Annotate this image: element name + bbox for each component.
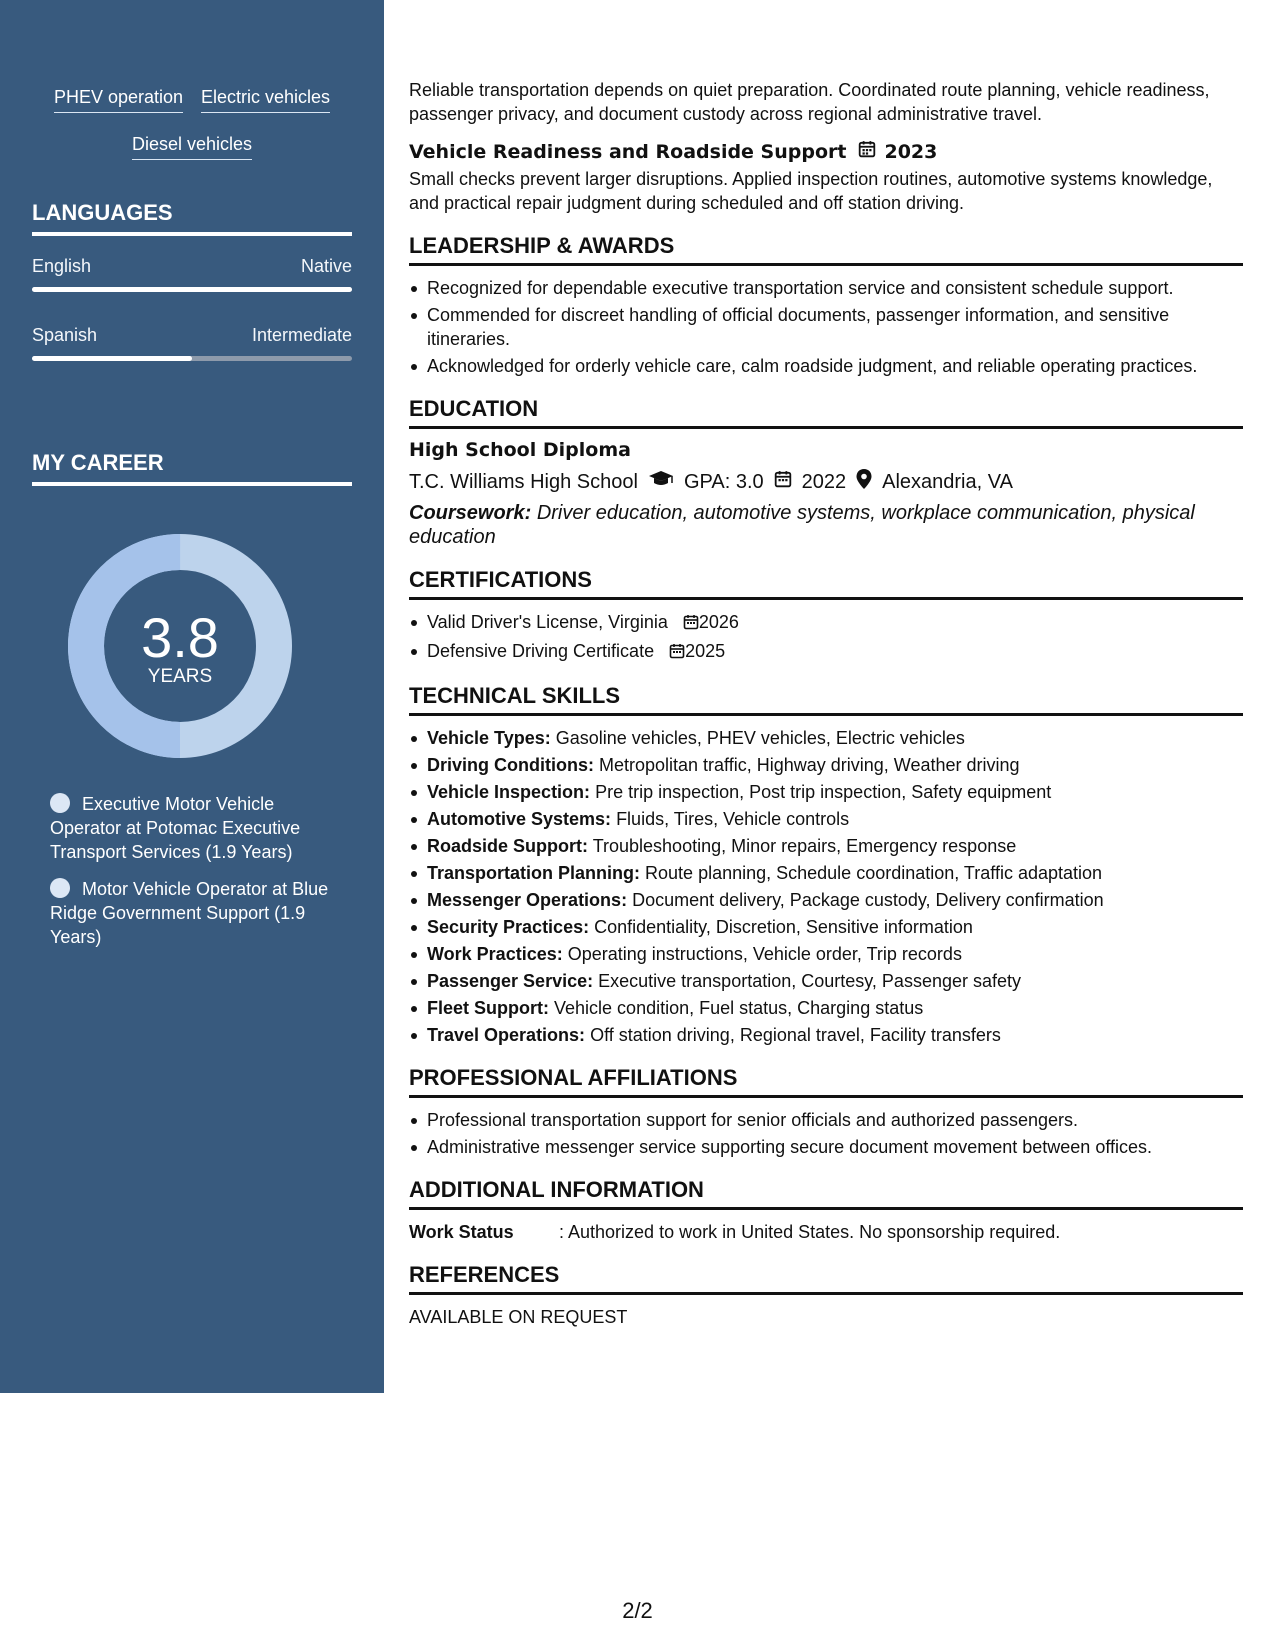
legend-dot-icon	[50, 793, 70, 813]
list-item	[409, 861, 1243, 885]
skill-chips	[32, 86, 352, 180]
skill-values: Pre trip inspection, Post trip inspection, Safety equipment	[595, 782, 1052, 802]
calendar-icon	[669, 641, 685, 665]
list-item	[409, 942, 1243, 966]
list-item	[409, 807, 1243, 831]
skill-category: Vehicle Types:	[427, 728, 551, 748]
list-item: Professional transportation support for senior officials and authorized passengers.	[409, 1108, 1243, 1132]
project-title-line	[409, 140, 1243, 163]
education-school: T.C. Williams High School	[409, 470, 638, 493]
list-item: Acknowledged for orderly vehicle care, calm roadside judgment, and reliable operating practices.	[409, 354, 1243, 378]
certification-year: 2026	[698, 612, 739, 632]
skill-category: Security Practices:	[427, 917, 590, 937]
references-text: AVAILABLE ON REQUEST	[409, 1307, 628, 1327]
career-heading: MY CAREER	[32, 450, 352, 486]
list-item: Commended for discreet handling of official documents, passenger information, and sensitive itineraries.	[409, 303, 1243, 351]
education-location: Alexandria, VA	[882, 470, 1013, 493]
skill-category: Roadside Support:	[427, 836, 588, 856]
skill-chip: Diesel vehicles	[132, 133, 252, 160]
leadership-list	[409, 276, 1243, 378]
language-level: Native	[300, 256, 352, 276]
language-proficiency-bar	[32, 287, 352, 292]
skill-values: Gasoline vehicles, PHEV vehicles, Electric vehicles	[555, 728, 965, 748]
career-item	[50, 792, 330, 864]
skill-values: Metropolitan traffic, Highway driving, Weather driving	[599, 755, 1020, 775]
calendar-icon	[683, 612, 699, 636]
language-level: Intermediate	[251, 325, 352, 345]
leadership-heading: LEADERSHIP & AWARDS	[409, 233, 1243, 266]
skill-chip: Electric vehicles	[201, 86, 330, 113]
list-item	[409, 780, 1243, 804]
list-item	[409, 834, 1243, 858]
list-item	[409, 610, 1243, 636]
intro-paragraph: Reliable transportation depends on quiet preparation. Coordinated route planning, vehicle readiness, passenger privacy, and document custody across regional administrative travel.	[409, 80, 1210, 124]
skill-values: Executive transportation, Courtesy, Passenger safety	[598, 971, 1022, 991]
career-list	[50, 792, 330, 962]
education-year: 2022	[801, 470, 847, 493]
skill-values: Fluids, Tires, Vehicle controls	[616, 809, 850, 829]
skill-category: Travel Operations:	[427, 1025, 586, 1045]
technical-skills-list	[409, 726, 1243, 1047]
skill-category: Driving Conditions:	[427, 755, 594, 775]
certification-year: 2025	[685, 641, 726, 661]
language-proficiency-bar	[32, 356, 352, 361]
list-item: Administrative messenger service supporting secure document movement between offices.	[409, 1135, 1243, 1159]
skill-chip: PHEV operation	[54, 86, 183, 113]
career-item-text: Motor Vehicle Operator at Blue Ridge Government Support (1.9 Years)	[50, 879, 329, 947]
education-gpa: GPA: 3.0	[683, 470, 764, 493]
list-item: Recognized for dependable executive transportation service and consistent schedule support.	[409, 276, 1243, 300]
project-year: 2023	[884, 140, 938, 163]
education-degree: High School Diploma	[409, 439, 631, 461]
skill-category: Messenger Operations:	[427, 890, 628, 910]
skill-values: Off station driving, Regional travel, Facility transfers	[590, 1025, 1001, 1045]
skill-values: Document delivery, Package custody, Delivery confirmation	[632, 890, 1104, 910]
skill-values: Confidentiality, Discretion, Sensitive information	[594, 917, 973, 937]
languages-heading: LANGUAGES	[32, 200, 352, 236]
list-item	[409, 1023, 1243, 1047]
skill-category: Vehicle Inspection:	[427, 782, 591, 802]
calendar-icon	[774, 470, 792, 494]
language-proficiency-fill	[32, 287, 352, 292]
sidebar	[0, 0, 384, 1393]
main-content	[409, 78, 1243, 1329]
work-status-label: Work Status	[409, 1222, 514, 1242]
work-status-value: : Authorized to work in United States. No sponsorship required.	[559, 1222, 1061, 1242]
list-item	[409, 888, 1243, 912]
skill-category: Fleet Support:	[427, 998, 549, 1018]
list-item	[409, 753, 1243, 777]
language-proficiency-fill	[32, 356, 192, 361]
list-item	[409, 969, 1243, 993]
affiliations-heading: PROFESSIONAL AFFILIATIONS	[409, 1065, 1243, 1098]
skill-values: Vehicle condition, Fuel status, Charging status	[554, 998, 924, 1018]
list-item	[409, 639, 1243, 665]
certifications-list	[409, 610, 1243, 665]
skill-category: Work Practices:	[427, 944, 563, 964]
career-donut-chart	[66, 532, 294, 760]
skill-values: Troubleshooting, Minor repairs, Emergency response	[592, 836, 1017, 856]
coursework-label: Coursework:	[409, 502, 532, 524]
skill-category: Automotive Systems:	[427, 809, 612, 829]
certification-name: Defensive Driving Certificate	[427, 641, 655, 661]
skill-category: Transportation Planning:	[427, 863, 641, 883]
skill-values: Route planning, Schedule coordination, Traffic adaptation	[645, 863, 1103, 883]
list-item	[409, 996, 1243, 1020]
additional-info-heading: ADDITIONAL INFORMATION	[409, 1177, 1243, 1210]
career-item-text: Executive Motor Vehicle Operator at Potomac Executive Transport Services (1.9 Years)	[50, 794, 301, 862]
list-item	[409, 915, 1243, 939]
certifications-heading: CERTIFICATIONS	[409, 567, 1243, 600]
language-spanish	[32, 325, 352, 361]
project-title: Vehicle Readiness and Roadside Support	[409, 140, 847, 163]
education-details	[409, 469, 1243, 495]
technical-skills-heading: TECHNICAL SKILLS	[409, 683, 1243, 716]
coursework-text: Driver education, automotive systems, workplace communication, physical education	[409, 502, 1195, 548]
language-name: Spanish	[32, 325, 98, 345]
location-pin-icon	[856, 469, 872, 495]
language-name: English	[32, 256, 92, 276]
education-heading: EDUCATION	[409, 396, 1243, 429]
skill-values: Operating instructions, Vehicle order, Trip records	[567, 944, 962, 964]
skill-category: Passenger Service:	[427, 971, 594, 991]
references-heading: REFERENCES	[409, 1262, 1243, 1295]
certification-name: Valid Driver's License, Virginia	[427, 612, 668, 632]
legend-dot-icon	[50, 878, 70, 898]
page-number: 2/2	[622, 1598, 653, 1623]
career-item	[50, 877, 330, 949]
work-status-row	[409, 1220, 1243, 1244]
list-item	[409, 726, 1243, 750]
language-english	[32, 256, 352, 292]
project-description: Small checks prevent larger disruptions. Applied inspection routines, automotive systems knowledge, and practical repair judgment during scheduled and off station driving.	[409, 169, 1213, 213]
education-coursework	[409, 501, 1243, 549]
graduation-cap-icon	[648, 470, 674, 494]
career-total-value: 3.8	[141, 606, 219, 669]
affiliations-list	[409, 1108, 1243, 1159]
career-total-unit: YEARS	[147, 666, 213, 687]
calendar-icon	[858, 140, 876, 163]
